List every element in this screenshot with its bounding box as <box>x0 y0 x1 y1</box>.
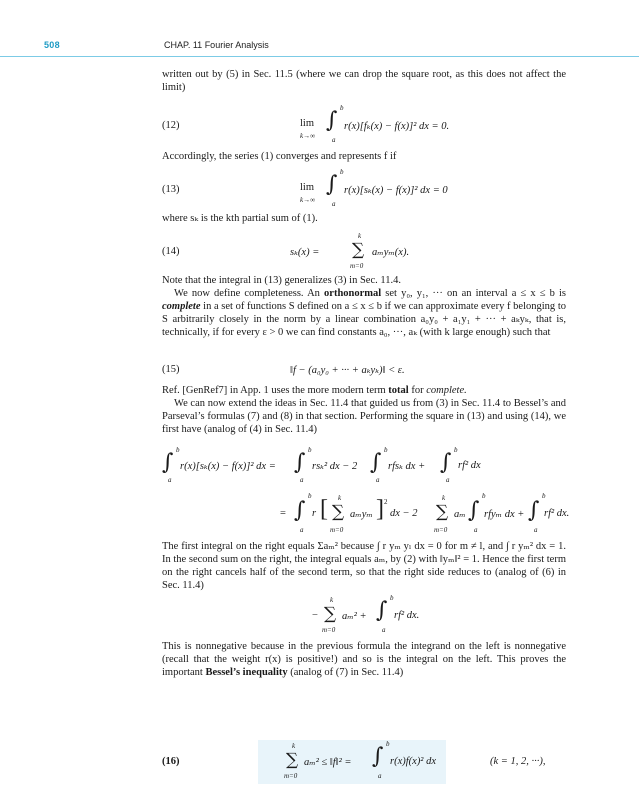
integral-sign: ∫ <box>326 108 338 133</box>
paragraph-partial-sum: where sₖ is the kth partial sum of (1). <box>162 213 318 224</box>
integral-sign: ∫ <box>162 450 174 475</box>
integral-sign: ∫ <box>326 172 338 197</box>
lhs: aₘ² ≤ ‖f‖² = <box>304 757 352 768</box>
equals: = <box>280 508 286 519</box>
lhs: sₖ(x) = <box>290 247 320 258</box>
term-orthonormal: orthonormal <box>324 288 382 299</box>
lhs: r(x)[sₖ(x) − f(x)]² dx = <box>180 461 276 472</box>
lim-subscript: k→∞ <box>300 196 316 204</box>
square-exponent: 2 <box>384 498 388 506</box>
upper-limit: b <box>176 446 180 454</box>
integral-sign: ∫ <box>294 450 306 475</box>
equation-13 <box>162 168 566 212</box>
integrand: r(x)[sₖ(x) − f(x)]² dx = 0 <box>344 185 448 196</box>
term-2: rfsₖ dx + <box>388 461 426 472</box>
paragraph-accordingly: Accordingly, the series (1) converges and represents f if <box>162 151 397 162</box>
lim-subscript: k→∞ <box>300 132 316 140</box>
sum-lower: m=0 <box>434 526 448 534</box>
upper-limit: b <box>390 594 394 602</box>
lower-limit: a <box>332 200 336 208</box>
page-number: 508 <box>44 40 60 50</box>
term-2: rfyₘ dx + <box>484 509 525 520</box>
chapter-title: CHAP. 11 Fourier Analysis <box>164 40 269 50</box>
summand: aₘyₘ(x). <box>372 247 410 258</box>
paragraph-first-integral: The first integral on the right equals Σaₘ² because ∫ r yₘ yₗ dx = 0 for m ≠ l, and ∫ r yₘ² dx = 1. In the second sum on the right, the integral equals aₘ, by (2) with ‖yₘ‖² = 1. Hence the first term on the right cancels half of the second term, so that the right side reduces to (analog of (6) in Sec. 11.4) <box>162 541 566 591</box>
equation-14 <box>162 230 566 272</box>
equation-12 <box>162 104 566 148</box>
text-run: in a set of functions S defined on a ≤ x ≤ b if we can approximate every f belonging to S arbitrarily closely in the norm by a linear combination a₀y₀ + a₁y₁ + ··· + aₖyₖ, that is, technically, if for every ε > 0 we can find constants a₀, ···, aₖ (with k large enough) such that <box>162 301 566 338</box>
equation-reduced <box>162 594 566 636</box>
integral-sign: ∫ <box>376 598 388 623</box>
term-total: total <box>388 385 409 396</box>
equation-expansion-1 <box>162 446 566 486</box>
upper-limit: b <box>386 740 390 748</box>
lower-limit: a <box>474 526 478 534</box>
minus-sign: − <box>312 610 318 621</box>
lower-limit: a <box>382 626 386 634</box>
text-run: for <box>408 385 427 396</box>
paragraph-extend: We can now extend the ideas in Sec. 11.4 that guided us from (3) in Sec. 11.4 to Bessel’s and Parseval’s formulas (7) and (8) in that section. Performing the square in (13) and using (14), we first have (analog of (4) in Sec. 11.4) <box>162 398 566 435</box>
upper-limit: b <box>340 104 344 112</box>
text-run: complete. <box>426 385 467 396</box>
text-run: (analog of (7) in Sec. 11.4) <box>287 667 404 678</box>
term-1: rsₖ² dx − 2 <box>312 461 358 472</box>
paragraph-completeness <box>162 287 566 339</box>
upper-limit: b <box>384 446 388 454</box>
sum-upper: k <box>338 494 342 502</box>
index-range: (k = 1, 2, ···), <box>490 756 546 767</box>
right-bracket: ] <box>376 496 384 522</box>
sigma-sign: ∑ <box>332 502 345 522</box>
sigma-sign: ∑ <box>324 604 337 624</box>
lower-limit: a <box>300 526 304 534</box>
upper-limit: b <box>542 492 546 500</box>
integral-sign: ∫ <box>468 498 480 523</box>
upper-limit: b <box>340 168 344 176</box>
equation-15 <box>162 362 566 380</box>
sum-upper: k <box>358 232 362 240</box>
lower-limit: a <box>300 476 304 484</box>
sigma-sign: ∑ <box>436 502 449 522</box>
lower-limit: a <box>378 772 382 780</box>
sigma-sign: ∑ <box>286 750 299 770</box>
integral-sign: ∫ <box>372 744 384 769</box>
equation-label: (15) <box>162 364 180 375</box>
lower-limit: a <box>534 526 538 534</box>
lower-limit: a <box>168 476 172 484</box>
text-run: This is nonnegative because in the previous formula the integrand on the left is nonnegative (recall that the weight r(x) is positive!) and so is the integral on the left. This proves the important <box>162 641 566 678</box>
integral-sign: ∫ <box>370 450 382 475</box>
term-1: aₘ² + <box>342 611 367 622</box>
equation-expansion-2 <box>162 492 570 536</box>
upper-limit: b <box>454 446 458 454</box>
sum-upper: k <box>292 742 296 750</box>
rhs: r(x)f(x)² dx <box>390 756 436 767</box>
sum-lower: m=0 <box>350 262 364 270</box>
term-1-tail: dx − 2 <box>390 508 418 519</box>
equation-label: (12) <box>162 120 180 131</box>
left-bracket: [ <box>320 496 328 522</box>
term-2: rf² dx. <box>394 610 420 621</box>
sum-lower: m=0 <box>322 626 336 634</box>
equation-16 <box>162 742 566 784</box>
text-run: set y₀, y₁, ··· on an interval a ≤ x ≤ b <box>381 288 555 299</box>
term-3: rf² dx. <box>544 508 570 519</box>
lim-operator: lim <box>300 118 315 129</box>
equation-label: (14) <box>162 246 180 257</box>
integral-sign: ∫ <box>294 498 306 523</box>
integral-sign: ∫ <box>528 498 540 523</box>
text-run: is <box>558 288 566 299</box>
text-run: Ref. [GenRef7] in App. 1 uses the more modern term <box>162 385 389 396</box>
sum-upper: k <box>330 596 334 604</box>
integral-sign: ∫ <box>440 450 452 475</box>
norm-inequality: ‖f − (a₀y₀ + ··· + aₖyₖ)‖ < ε. <box>290 365 405 376</box>
lower-limit: a <box>446 476 450 484</box>
lower-limit: a <box>376 476 380 484</box>
term-bessel-inequality: Bessel’s inequality <box>205 667 288 678</box>
sum-lower: m=0 <box>284 772 298 780</box>
text-run: We now define completeness. An <box>174 288 325 299</box>
paragraph-nonnegative <box>162 640 566 679</box>
upper-limit: b <box>482 492 486 500</box>
term-3: rf² dx <box>458 460 481 471</box>
sum-upper: k <box>442 494 446 502</box>
term-complete: complete <box>162 301 201 312</box>
paragraph-note: Note that the integral in (13) generalizes (3) in Sec. 11.4. <box>162 275 401 286</box>
coefficient: aₘ <box>454 509 466 520</box>
sigma-sign: ∑ <box>352 240 365 260</box>
paragraph-intro: written out by (5) in Sec. 11.5 (where we can drop the square root, as this does not affect the limit) <box>162 69 566 93</box>
weight-r: r <box>312 508 317 519</box>
header-rule <box>0 56 639 57</box>
upper-limit: b <box>308 446 312 454</box>
upper-limit: b <box>308 492 312 500</box>
lim-operator: lim <box>300 182 315 193</box>
integrand: r(x)[fₖ(x) − f(x)]² dx = 0. <box>344 121 450 132</box>
paragraph-ref <box>162 384 566 397</box>
sum-lower: m=0 <box>330 526 344 534</box>
equation-label: (13) <box>162 184 180 195</box>
lower-limit: a <box>332 136 336 144</box>
summand: aₘyₘ <box>350 509 373 520</box>
equation-label: (16) <box>162 756 180 767</box>
